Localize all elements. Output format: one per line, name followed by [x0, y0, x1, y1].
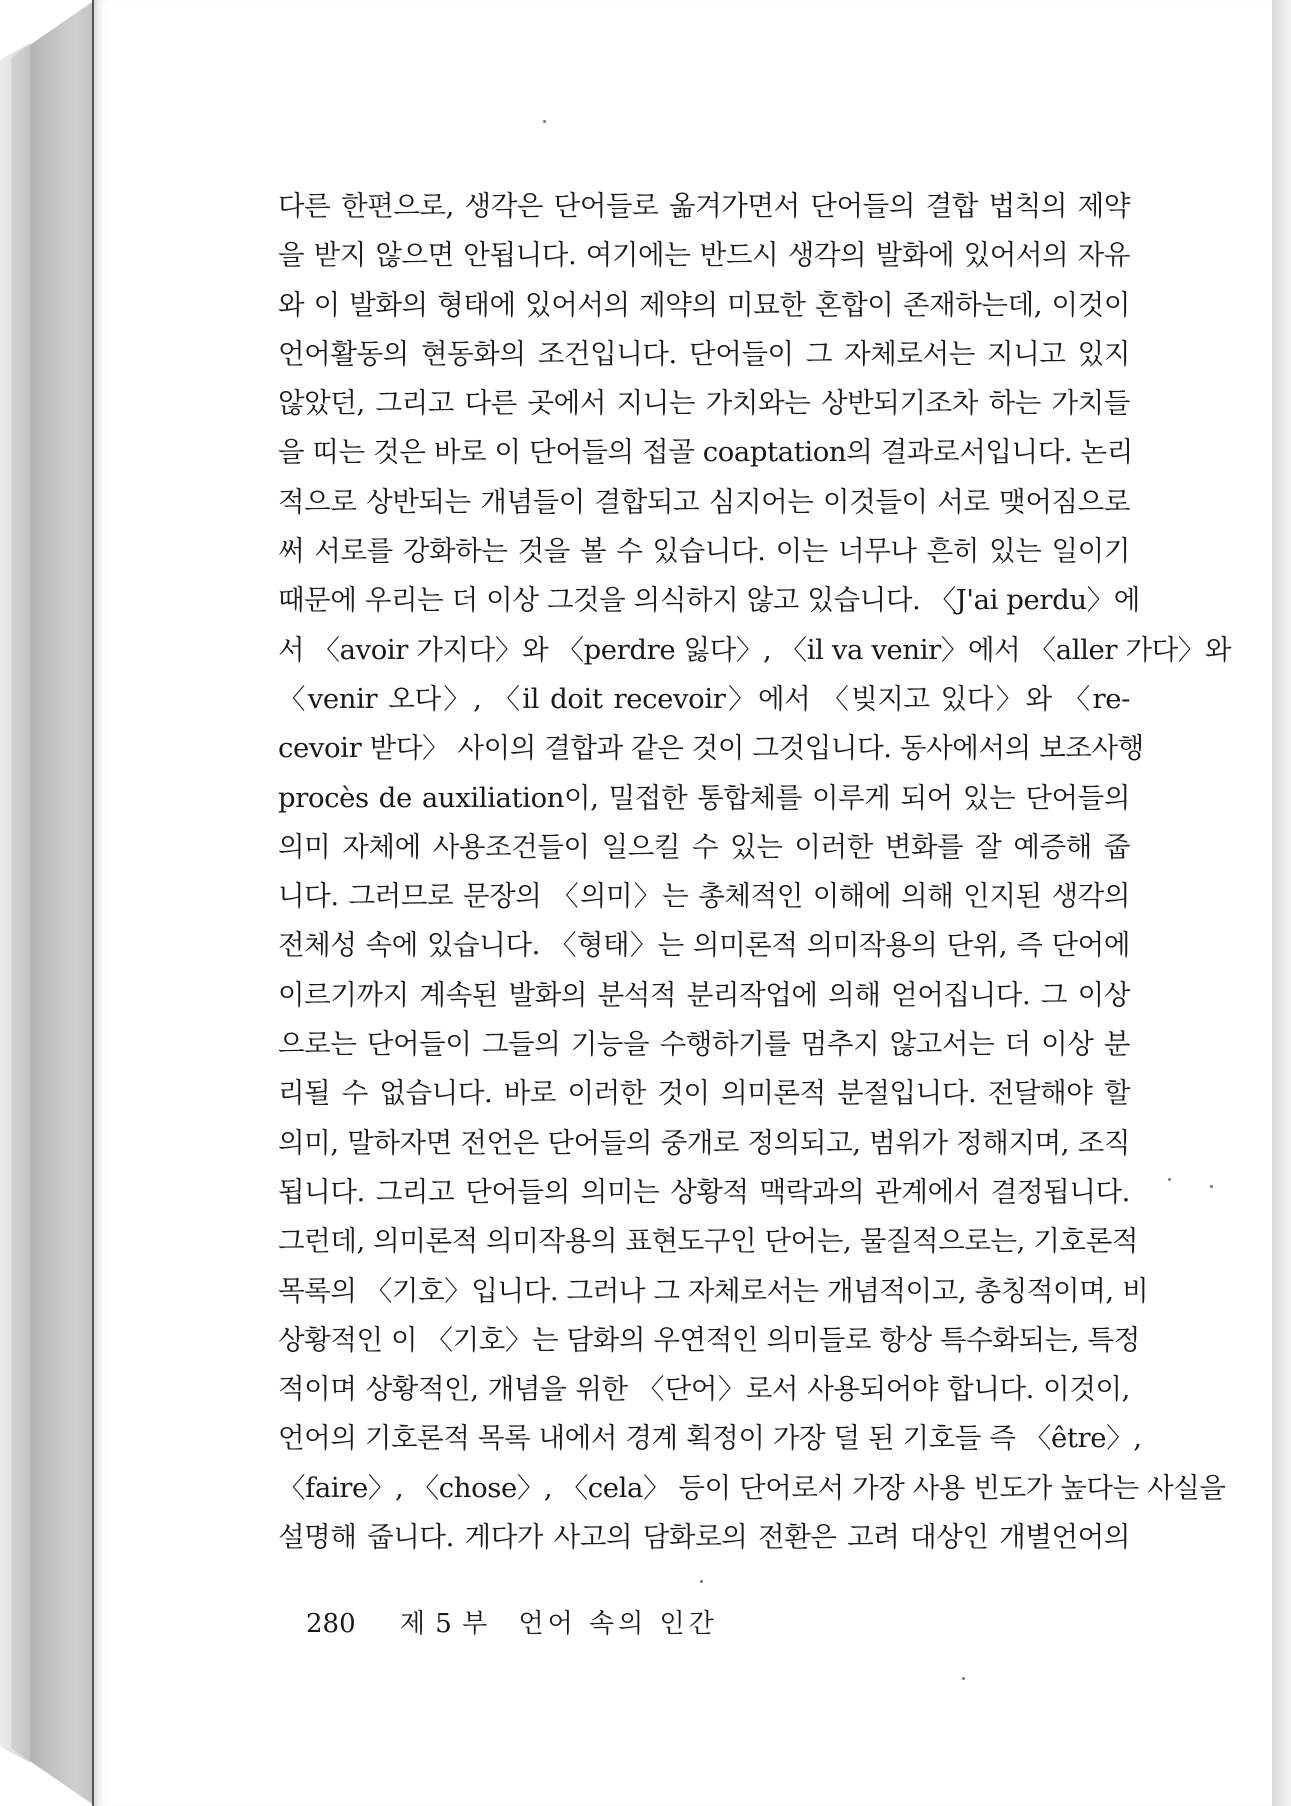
text-line: 으로는 단어들이 그들의 기능을 수행하기를 멈추지 않고서는 더 이상 분 — [278, 1028, 1130, 1061]
text-line: 않았던, 그리고 다른 곳에서 지니는 가치와는 상반되기조차 하는 가치들 — [278, 387, 1130, 420]
text-line: 〈faire〉, 〈chose〉, 〈cela〉 등이 단어로서 가장 사용 빈도가 높다는 사실을 — [278, 1471, 1226, 1504]
page-footer — [306, 1603, 718, 1640]
text-line: 적이며 상황적인, 개념을 위한 〈단어〉로서 사용되어야 합니다. 이것이, — [278, 1373, 1130, 1406]
text-line: 적으로 상반되는 개념들이 결합되고 심지어는 이것들이 서로 맺어짐으로 — [278, 485, 1130, 518]
text-line: 니다. 그러므로 문장의 〈의미〉는 총체적인 이해에 의해 인지된 생각의 — [278, 880, 1130, 913]
scan-speck — [1210, 1185, 1213, 1188]
text-line: 의미, 말하자면 전언은 단어들의 중개로 정의되고, 범위가 정해지며, 조직 — [278, 1126, 1130, 1159]
text-line: 리될 수 없습니다. 바로 이러한 것이 의미론적 분절입니다. 전달해야 할 — [278, 1077, 1130, 1110]
text-line: 설명해 줍니다. 게다가 사고의 담화로의 전환은 고려 대상인 개별언어의 — [278, 1521, 1130, 1554]
scan-speck — [1168, 1178, 1171, 1181]
scan-speck — [700, 1580, 703, 1583]
text-line: 써 서로를 강화하는 것을 볼 수 있습니다. 이는 너무나 흔히 있는 일이기 — [278, 535, 1130, 568]
book-spine-edge — [0, 0, 30, 1806]
text-line: 다른 한편으로, 생각은 단어들로 옮겨가면서 단어들의 결합 법칙의 제약 — [278, 190, 1130, 222]
text-line: 의미 자체에 사용조건들이 일으킬 수 있는 이러한 변화를 잘 예증해 줍 — [278, 830, 1130, 863]
text-line: 언어활동의 현동화의 조건입니다. 단어들이 그 자체로서는 지니고 있지 — [278, 337, 1130, 370]
text-line: 언어의 기호론적 목록 내에서 경계 획정이 가장 덜 된 기호들 즉 〈être〉, — [278, 1422, 1142, 1455]
text-line: 을 띠는 것은 바로 이 단어들의 접골 coaptation의 결과로서입니다. 논리 — [278, 436, 1133, 469]
text-line: 상황적인 이 〈기호〉는 담화의 우연적인 의미들로 항상 특수화되는, 특정 — [278, 1323, 1140, 1356]
text-line: 을 받지 않으면 안됩니다. 여기에는 반드시 생각의 발화에 있어서의 자유 — [278, 239, 1130, 272]
text-line: procès de auxiliation이, 밀접한 통합체를 이루게 되어 있는 단어들의 — [278, 781, 1130, 814]
part-label: 제 5 부 — [399, 1609, 489, 1639]
text-line: 목록의 〈기호〉입니다. 그러나 그 자체로서는 개념적이고, 총칭적이며, 비 — [278, 1274, 1149, 1307]
text-line: 이르기까지 계속된 발화의 분석적 분리작업에 의해 얻어집니다. 그 이상 — [278, 978, 1130, 1011]
text-line: 그런데, 의미론적 의미작용의 표현도구인 단어는, 물질적으로는, 기호론적 — [278, 1225, 1139, 1258]
body-text — [278, 182, 1232, 1562]
part-title: 언어 속의 인간 — [518, 1609, 718, 1639]
page-number: 280 — [306, 1609, 356, 1639]
page-right-edge — [1272, 0, 1291, 1806]
text-line: 〈venir 오다〉, 〈il doit recevoir〉에서 〈빚지고 있다〉와 〈re- — [278, 682, 1130, 715]
text-line: 때문에 우리는 더 이상 그것을 의식하지 않고 있습니다. 〈J'ai perdu〉에 — [278, 584, 1140, 617]
text-line: cevoir 받다〉 사이의 결합과 같은 것이 그것입니다. 동사에서의 보조사행 — [278, 732, 1144, 765]
text-line: 전체성 속에 있습니다. 〈형태〉는 의미론적 의미작용의 단위, 즉 단어에 — [278, 929, 1130, 962]
scan-speck — [543, 120, 546, 123]
text-line: 서 〈avoir 가지다〉와 〈perdre 잃다〉, 〈il va venir〉에서 〈aller 가다〉와 — [278, 633, 1232, 666]
text-line: 됩니다. 그리고 단어들의 의미는 상황적 맥락과의 관계에서 결정됩니다. — [278, 1175, 1130, 1208]
scan-speck — [962, 1677, 965, 1680]
text-line: 와 이 발화의 형태에 있어서의 제약의 미묘한 혼합이 존재하는데, 이것이 — [278, 288, 1130, 321]
